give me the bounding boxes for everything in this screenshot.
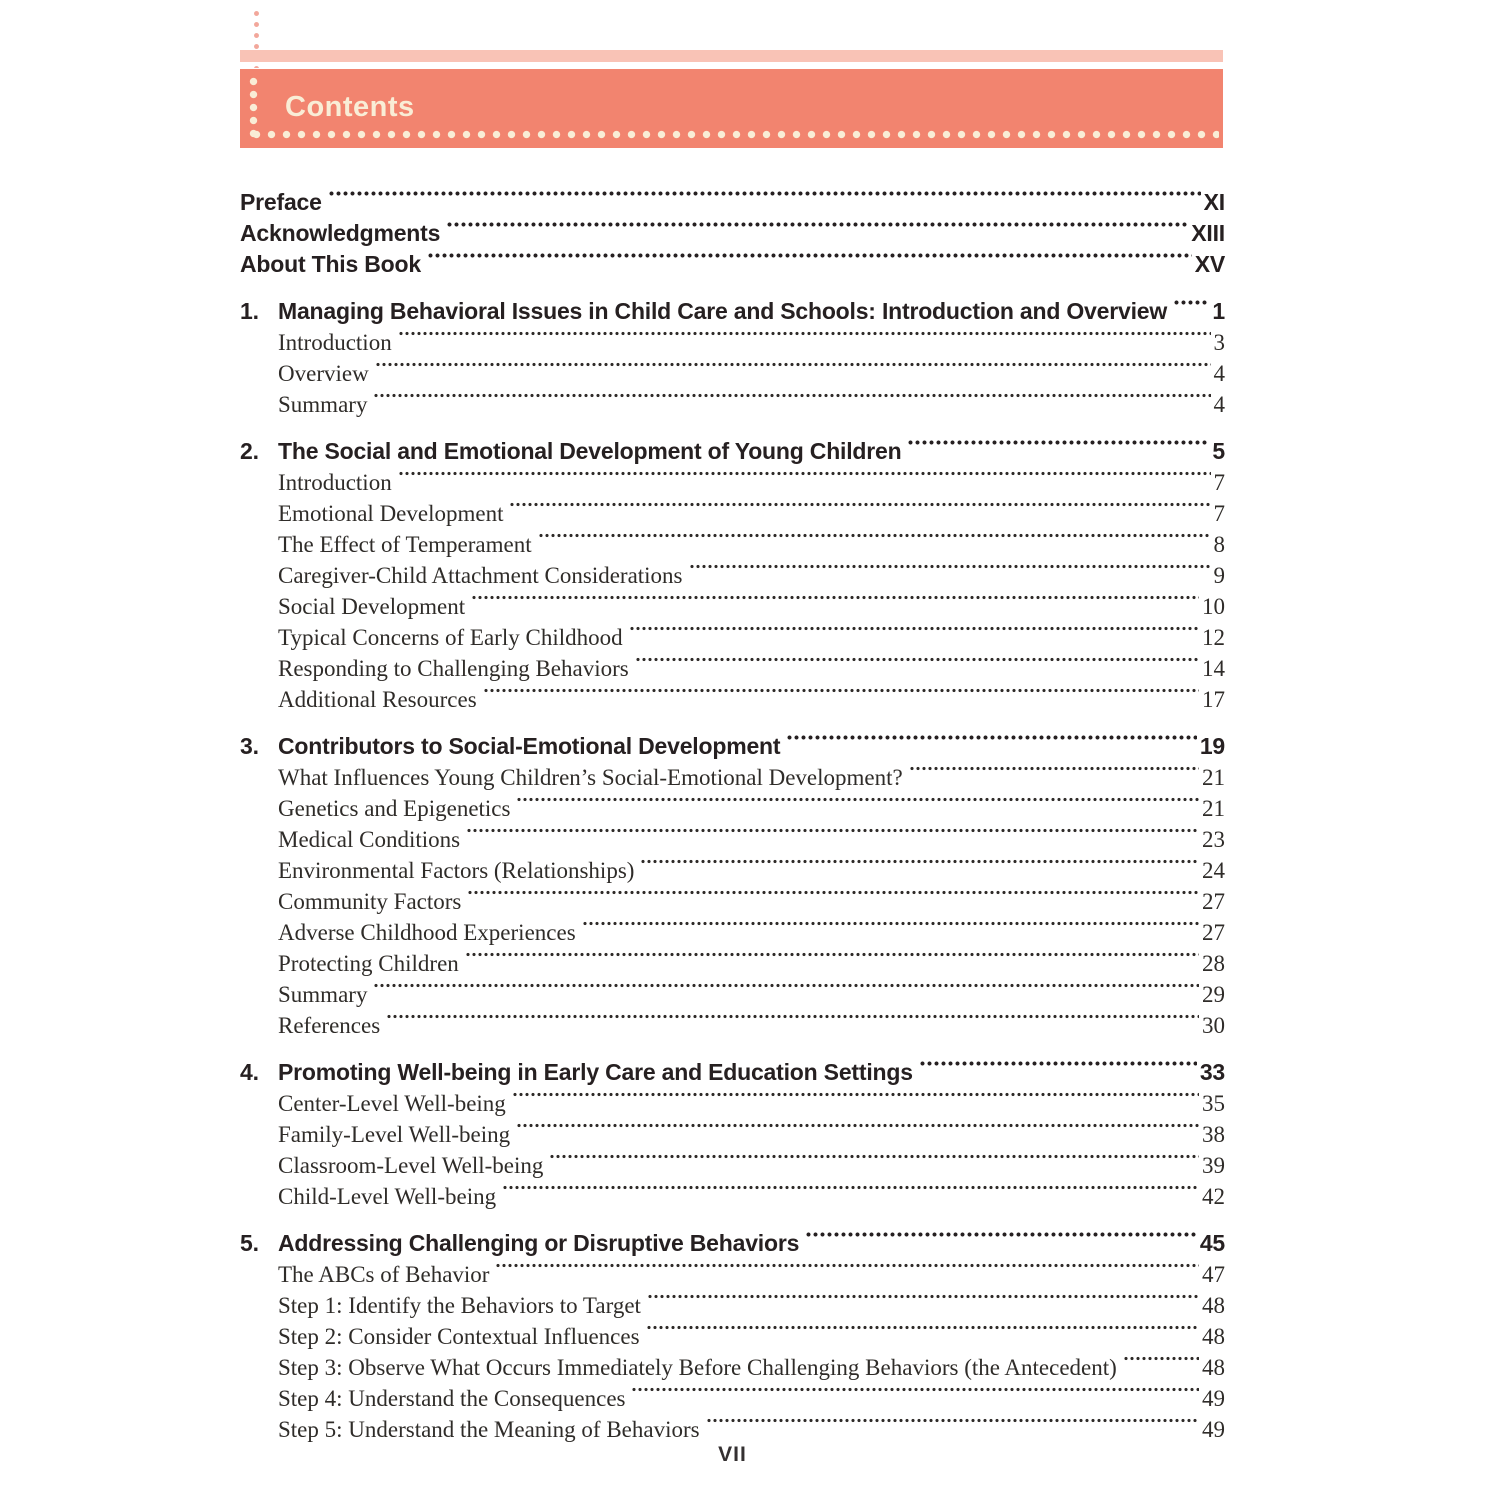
toc-entry-page: 45 xyxy=(1199,1230,1225,1256)
toc-entry-label: The ABCs of Behavior xyxy=(278,1262,490,1287)
toc-entry xyxy=(240,185,1225,216)
dot-leader xyxy=(582,915,1199,946)
contents-banner xyxy=(240,69,1223,148)
toc-entry-label: Child-Level Well-being xyxy=(278,1184,497,1209)
toc-entry xyxy=(278,1288,1225,1319)
toc-entry-label: Summary xyxy=(278,392,368,417)
chapter-number: 4. xyxy=(240,1059,259,1085)
dot-leader xyxy=(495,1257,1199,1288)
dot-leader xyxy=(640,853,1199,884)
toc-entry-page: 47 xyxy=(1202,1262,1225,1287)
toc-chapter xyxy=(240,1226,1225,1443)
toc-entry-page: 4 xyxy=(1213,392,1225,417)
dot-leader xyxy=(1123,1350,1199,1381)
toc-entry xyxy=(240,216,1225,247)
toc-entry-label: What Influences Young Children’s Social-Emotional Development? xyxy=(278,765,903,790)
toc-entry-page: 17 xyxy=(1202,687,1225,712)
dot-leader xyxy=(538,527,1211,558)
toc-chapter xyxy=(240,729,1225,1039)
dotted-line-horizontal-icon xyxy=(249,130,1219,139)
dot-leader xyxy=(1173,294,1209,325)
toc-entry-page: 35 xyxy=(1202,1091,1225,1116)
toc-entry-page: 30 xyxy=(1202,1013,1225,1038)
toc-entry-page: 48 xyxy=(1202,1355,1225,1380)
toc-entry xyxy=(278,1319,1225,1350)
toc-entry xyxy=(278,791,1225,822)
toc-chapter xyxy=(240,434,1225,713)
toc-entry xyxy=(278,1008,1225,1039)
dot-leader xyxy=(646,1319,1199,1350)
toc-entry-label: References xyxy=(278,1013,381,1038)
toc-entry-page: 7 xyxy=(1213,470,1225,495)
chapter-sections xyxy=(240,465,1225,713)
toc-entry xyxy=(278,853,1225,884)
toc-entry xyxy=(278,884,1225,915)
chapter-sections xyxy=(240,1257,1225,1443)
dot-leader xyxy=(516,1117,1199,1148)
dot-leader xyxy=(373,977,1199,1008)
chapter-number: 3. xyxy=(240,733,259,759)
toc-entry-page: 19 xyxy=(1199,733,1225,759)
toc-entry-label: Step 5: Understand the Meaning of Behaviors xyxy=(278,1417,700,1442)
dot-leader xyxy=(635,651,1199,682)
dot-leader xyxy=(516,791,1199,822)
dot-leader xyxy=(919,1055,1197,1086)
toc-entry-label: Community Factors xyxy=(278,889,462,914)
toc-entry-page: 42 xyxy=(1202,1184,1225,1209)
toc-entry xyxy=(278,356,1225,387)
dot-leader xyxy=(805,1226,1197,1257)
toc-entry-page: 21 xyxy=(1202,765,1225,790)
toc-entry xyxy=(278,682,1225,713)
toc-entry xyxy=(278,760,1225,791)
front-matter-list xyxy=(240,185,1225,278)
dot-leader xyxy=(386,1008,1199,1039)
chapter-list xyxy=(240,294,1225,1443)
toc-entry-label: Social Development xyxy=(278,594,466,619)
dot-leader xyxy=(446,216,1188,247)
chapter-sections xyxy=(240,760,1225,1039)
toc-entry-label: Medical Conditions xyxy=(278,827,461,852)
toc-entry-label: Emotional Development xyxy=(278,501,504,526)
dot-leader xyxy=(706,1412,1199,1443)
dot-leader xyxy=(631,1381,1199,1412)
toc-entry xyxy=(278,1257,1225,1288)
toc-entry-page: 14 xyxy=(1202,656,1225,681)
toc-entry-label: Overview xyxy=(278,361,369,386)
toc-entry-label: Environmental Factors (Relationships) xyxy=(278,858,635,883)
toc-entry xyxy=(278,620,1225,651)
toc-entry-label: Step 3: Observe What Occurs Immediately Before Challenging Behaviors (the Antecedent) xyxy=(278,1355,1117,1380)
toc-entry-label: Step 4: Understand the Consequences xyxy=(278,1386,626,1411)
page-number: VII xyxy=(718,1443,747,1466)
dot-leader xyxy=(375,356,1211,387)
toc-entry-page: 1 xyxy=(1212,298,1225,324)
chapter-number: 1. xyxy=(240,298,259,324)
toc-entry-page: 29 xyxy=(1202,982,1225,1007)
dot-leader xyxy=(398,465,1211,496)
toc-entry xyxy=(278,822,1225,853)
toc-entry-page: 10 xyxy=(1202,594,1225,619)
toc-entry xyxy=(278,977,1225,1008)
toc-entry-page: XV xyxy=(1194,251,1225,277)
toc-entry-label: Acknowledgments xyxy=(240,220,441,246)
toc-entry-label: Preface xyxy=(240,189,322,215)
toc-entry-label: Responding to Challenging Behaviors xyxy=(278,656,629,681)
toc-chapter xyxy=(240,294,1225,418)
toc-entry xyxy=(278,325,1225,356)
toc-entry-label: Step 1: Identify the Behaviors to Target xyxy=(278,1293,641,1318)
toc-entry-label: Managing Behavioral Issues in Child Care and Schools: Introduction and Overview xyxy=(278,298,1168,324)
dot-leader xyxy=(467,884,1199,915)
toc-entry xyxy=(278,946,1225,977)
dot-leader xyxy=(689,558,1211,589)
toc-entry xyxy=(278,651,1225,682)
toc-entry-label: Summary xyxy=(278,982,368,1007)
toc-entry-page: 9 xyxy=(1213,563,1225,588)
toc-entry xyxy=(278,1350,1225,1381)
toc-entry xyxy=(278,1148,1225,1179)
dot-leader xyxy=(509,496,1210,527)
toc-entry xyxy=(278,1179,1225,1210)
toc-entry-label: Genetics and Epigenetics xyxy=(278,796,511,821)
dot-leader xyxy=(471,589,1199,620)
banner-accent-bar xyxy=(240,50,1223,62)
toc-entry-page: 48 xyxy=(1202,1293,1225,1318)
toc-entry-label: Family-Level Well-being xyxy=(278,1122,511,1147)
table-of-contents xyxy=(240,185,1225,1443)
toc-entry-page: 21 xyxy=(1202,796,1225,821)
toc-entry-page: 3 xyxy=(1213,330,1225,355)
toc-entry-page: 24 xyxy=(1202,858,1225,883)
toc-entry-page: 39 xyxy=(1202,1153,1225,1178)
toc-entry-label: Addressing Challenging or Disruptive Behaviors xyxy=(278,1230,800,1256)
toc-entry-label: The Effect of Temperament xyxy=(278,532,532,557)
toc-entry-label: Protecting Children xyxy=(278,951,459,976)
toc-entry xyxy=(278,527,1225,558)
toc-entry xyxy=(278,1381,1225,1412)
dot-leader xyxy=(427,247,1192,278)
dot-leader xyxy=(398,325,1211,356)
toc-entry-page: 38 xyxy=(1202,1122,1225,1147)
toc-chapter xyxy=(240,1055,1225,1210)
toc-entry-page: 27 xyxy=(1202,920,1225,945)
toc-entry xyxy=(278,1086,1225,1117)
toc-entry-page: 49 xyxy=(1202,1417,1225,1442)
toc-entry-label: Step 2: Consider Contextual Influences xyxy=(278,1324,640,1349)
toc-entry xyxy=(278,1117,1225,1148)
toc-entry-label: Classroom-Level Well-being xyxy=(278,1153,544,1178)
toc-entry xyxy=(278,1412,1225,1443)
toc-entry xyxy=(240,434,1225,465)
toc-entry xyxy=(278,387,1225,418)
toc-entry-label: The Social and Emotional Development of Young Children xyxy=(278,438,902,464)
toc-entry-page: 23 xyxy=(1202,827,1225,852)
chapter-sections xyxy=(240,1086,1225,1210)
toc-entry xyxy=(278,589,1225,620)
toc-entry xyxy=(278,496,1225,527)
dot-leader xyxy=(512,1086,1199,1117)
chapter-sections xyxy=(240,325,1225,418)
dot-leader xyxy=(647,1288,1199,1319)
toc-entry xyxy=(278,558,1225,589)
toc-entry-page: XIII xyxy=(1191,220,1225,246)
toc-entry-label: Center-Level Well-being xyxy=(278,1091,506,1116)
dot-leader xyxy=(907,434,1209,465)
toc-entry-page: 12 xyxy=(1202,625,1225,650)
dot-leader xyxy=(549,1148,1199,1179)
chapter-number: 2. xyxy=(240,438,259,464)
toc-entry-label: Introduction xyxy=(278,330,392,355)
toc-entry-page: 4 xyxy=(1213,361,1225,386)
toc-entry-label: Contributors to Social-Emotional Development xyxy=(278,733,781,759)
toc-entry-page: 8 xyxy=(1213,532,1225,557)
dot-leader xyxy=(328,185,1201,216)
page-title: Contents xyxy=(285,91,415,123)
toc-entry xyxy=(240,247,1225,278)
dot-leader xyxy=(483,682,1199,713)
dot-leader xyxy=(373,387,1210,418)
toc-entry-label: Promoting Well-being in Early Care and Education Settings xyxy=(278,1059,913,1085)
dot-leader xyxy=(909,760,1199,791)
toc-entry xyxy=(240,1226,1225,1257)
toc-entry-label: Adverse Childhood Experiences xyxy=(278,920,576,945)
toc-entry-page: 33 xyxy=(1199,1059,1225,1085)
toc-entry-label: Introduction xyxy=(278,470,392,495)
toc-entry xyxy=(240,729,1225,760)
toc-entry xyxy=(240,294,1225,325)
toc-entry-label: Additional Resources xyxy=(278,687,477,712)
toc-entry xyxy=(240,1055,1225,1086)
toc-entry-page: 5 xyxy=(1212,438,1225,464)
toc-entry-page: 27 xyxy=(1202,889,1225,914)
dot-leader xyxy=(502,1179,1199,1210)
chapter-number: 5. xyxy=(240,1230,259,1256)
dot-leader xyxy=(786,729,1196,760)
toc-entry xyxy=(278,915,1225,946)
toc-entry-label: Typical Concerns of Early Childhood xyxy=(278,625,623,650)
toc-entry-page: 7 xyxy=(1213,501,1225,526)
dot-leader xyxy=(465,946,1199,977)
dot-leader xyxy=(466,822,1199,853)
toc-entry-page: XI xyxy=(1203,189,1225,215)
toc-entry-page: 28 xyxy=(1202,951,1225,976)
toc-entry-label: About This Book xyxy=(240,251,421,277)
toc-entry-page: 49 xyxy=(1202,1386,1225,1411)
toc-entry xyxy=(278,465,1225,496)
toc-entry-label: Caregiver-Child Attachment Considerations xyxy=(278,563,683,588)
toc-entry-page: 48 xyxy=(1202,1324,1225,1349)
dot-leader xyxy=(629,620,1199,651)
